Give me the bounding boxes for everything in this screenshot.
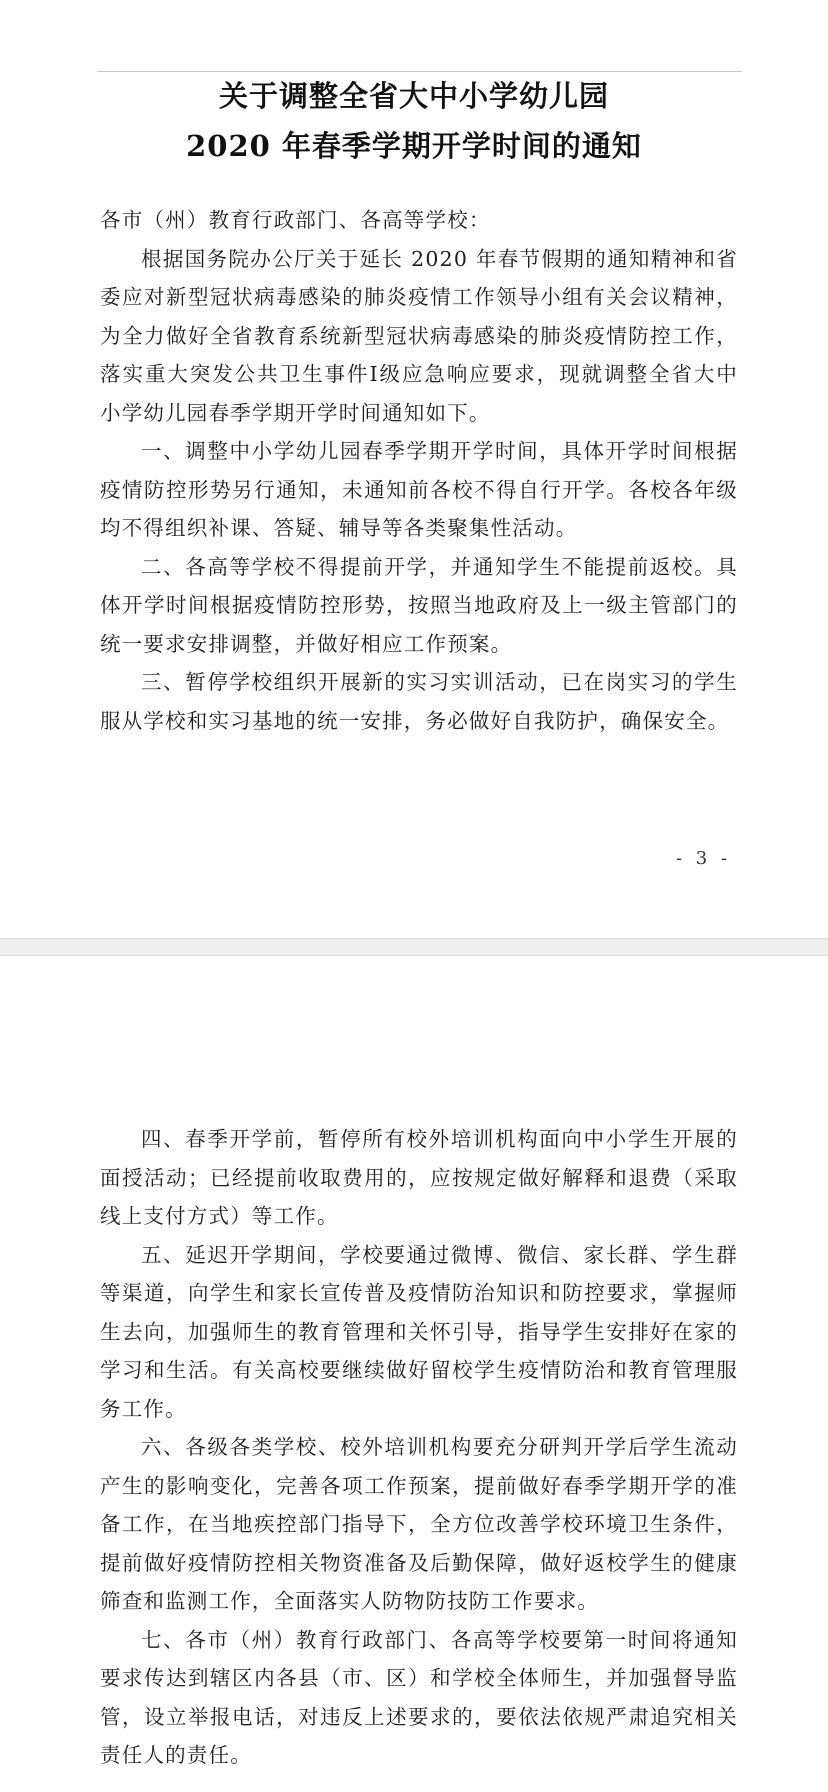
page-number: - 3 - <box>676 848 732 869</box>
paragraph-item-5: 五、延迟开学期间，学校要通过微博、微信、家长群、学生群等渠道，向学生和家长宣传普及疫情防治知识和防控要求，掌握师生去向，加强师生的教育管理和关怀引导，指导学生安排好在家的学习和生活。有关高校要继续做好留校学生疫情防治和教育管理服务工作。 <box>100 1242 738 1421</box>
paragraph-item-4: 四、春季开学前，暂停所有校外培训机构面向中小学生开展的面授活动；已经提前收取费用的，应按规定做好解释和退费（采取线上支付方式）等工作。 <box>100 1127 738 1228</box>
document-title-line-1: 关于调整全省大中小学幼儿园 <box>218 79 609 113</box>
salutation: 各市（州）教育行政部门、各高等学校： <box>100 208 491 232</box>
paragraph-item-6: 六、各级各类学校、校外培训机构要充分研判开学后学生流动产生的影响变化，完善各项工作预案，提前做好春季学期开学的准备工作，在当地疾控部门指导下，全方位改善学校环境卫生条件，提前做好疫情防控相关物资准备及后勤保障，做好返校学生的健康筛查和监测工作，全面落实人防物防技防工作要求。 <box>100 1435 738 1613</box>
paragraph-item-3: 三、暂停学校组织开展新的实习实训活动，已在岗实习的学生服从学校和实习基地的统一安排，务必做好自我防护，确保安全。 <box>100 670 738 733</box>
paragraph-item-1: 一、调整中小学幼儿园春季学期开学时间，具体开学时间根据疫情防控形势另行通知，未通知前各校不得自行开学。各校各年级均不得组织补课、答疑、辅导等各类聚集性活动。 <box>100 439 738 540</box>
paragraph-item-7: 七、各市（州）教育行政部门、各高等学校要第一时间将通知要求传达到辖区内各县（市、区）和学校全体师生，并加强督导监管，设立举报电话，对违反上述要求的，要依法依规严肃追究相关责任人的责任。 <box>100 1627 738 1767</box>
page-2-body <box>100 1120 738 1775</box>
page-separator <box>0 938 828 956</box>
paragraph-intro: 根据国务院办公厅关于延长 2020 年春节假期的通知精神和省委应对新型冠状病毒感染的肺炎疫情工作领导小组有关会议精神，为全力做好全省教育系统新型冠状病毒感染的肺炎疫情防控工作，落实重大突发公共卫生事件Ⅰ级应急响应要求，现就调整全省大中小学幼儿园春季学期开学时间通知如下。 <box>100 246 738 425</box>
paragraph-item-2: 二、各高等学校不得提前开学，并通知学生不能提前返校。具体开学时间根据疫情防控形势，按照当地政府及上一级主管部门的统一要求安排调整，并做好相应工作预案。 <box>100 554 738 656</box>
top-rule-divider <box>97 71 742 72</box>
document-title-line-2: 2020 年春季学期开学时间的通知 <box>186 129 642 163</box>
page-1-body <box>100 201 738 740</box>
